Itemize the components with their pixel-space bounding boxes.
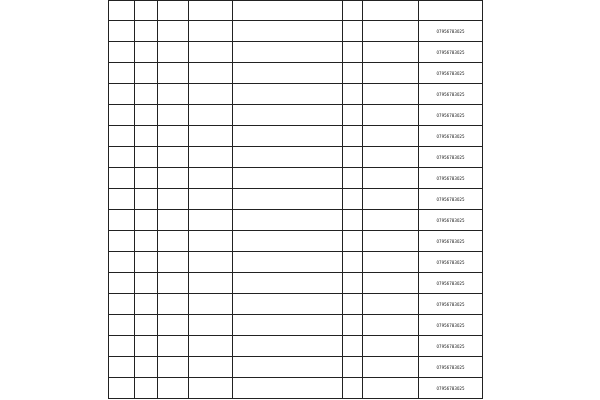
- cell-note: [363, 315, 419, 336]
- cell-county: [109, 63, 135, 84]
- cell-position: [158, 105, 189, 126]
- table-row: [109, 378, 483, 399]
- cell-note: [363, 147, 419, 168]
- cell-count: [343, 168, 363, 189]
- cell-position: [158, 252, 189, 273]
- cell-position: [158, 273, 189, 294]
- cell-phone: 07956783025: [419, 42, 483, 63]
- cell-count: [343, 357, 363, 378]
- cell-code: [189, 147, 233, 168]
- cell-county: [109, 126, 135, 147]
- table-row: [109, 105, 483, 126]
- table-row: [109, 294, 483, 315]
- cell-position: [158, 168, 189, 189]
- cell-requirements: [233, 315, 343, 336]
- cell-county: [109, 294, 135, 315]
- cell-requirements: [233, 168, 343, 189]
- cell-code: [189, 84, 233, 105]
- cell-count: [343, 21, 363, 42]
- table-row: [109, 252, 483, 273]
- cell-note: [363, 168, 419, 189]
- cell-phone: 07956783025: [419, 273, 483, 294]
- cell-code: [189, 126, 233, 147]
- header-school: [135, 1, 158, 21]
- cell-county: [109, 252, 135, 273]
- header-code: [189, 1, 233, 21]
- cell-position: [158, 126, 189, 147]
- cell-school: [135, 84, 158, 105]
- table-row: [109, 84, 483, 105]
- cell-code: [189, 315, 233, 336]
- cell-note: [363, 63, 419, 84]
- cell-requirements: [233, 336, 343, 357]
- header-position: [158, 1, 189, 21]
- cell-phone: 07956783025: [419, 126, 483, 147]
- cell-requirements: [233, 63, 343, 84]
- header-phone: [419, 1, 483, 21]
- cell-count: [343, 63, 363, 84]
- cell-phone: 07956783025: [419, 336, 483, 357]
- cell-county: [109, 189, 135, 210]
- cell-phone: 07956783025: [419, 168, 483, 189]
- table-row: [109, 315, 483, 336]
- cell-school: [135, 105, 158, 126]
- cell-requirements: [233, 126, 343, 147]
- cell-count: [343, 231, 363, 252]
- cell-requirements: [233, 189, 343, 210]
- cell-phone: 07956783025: [419, 231, 483, 252]
- table-row: [109, 21, 483, 42]
- cell-count: [343, 315, 363, 336]
- cell-code: [189, 168, 233, 189]
- table-body: [109, 21, 483, 399]
- cell-county: [109, 42, 135, 63]
- cell-count: [343, 84, 363, 105]
- cell-school: [135, 189, 158, 210]
- cell-note: [363, 378, 419, 399]
- cell-school: [135, 378, 158, 399]
- cell-note: [363, 231, 419, 252]
- cell-position: [158, 21, 189, 42]
- cell-note: [363, 42, 419, 63]
- cell-code: [189, 63, 233, 84]
- table-header-row: [109, 1, 483, 21]
- cell-phone: 07956783025: [419, 210, 483, 231]
- cell-school: [135, 315, 158, 336]
- table-row: [109, 63, 483, 84]
- cell-note: [363, 357, 419, 378]
- cell-county: [109, 84, 135, 105]
- cell-code: [189, 105, 233, 126]
- cell-count: [343, 294, 363, 315]
- cell-phone: 07956783025: [419, 84, 483, 105]
- cell-count: [343, 378, 363, 399]
- cell-phone: 07956783025: [419, 315, 483, 336]
- cell-school: [135, 210, 158, 231]
- cell-requirements: [233, 357, 343, 378]
- cell-count: [343, 273, 363, 294]
- cell-phone: 07956783025: [419, 105, 483, 126]
- cell-county: [109, 357, 135, 378]
- table-row: [109, 210, 483, 231]
- table-row: [109, 147, 483, 168]
- cell-county: [109, 336, 135, 357]
- cell-phone: 07956783025: [419, 147, 483, 168]
- header-county: [109, 1, 135, 21]
- cell-position: [158, 378, 189, 399]
- cell-requirements: [233, 252, 343, 273]
- table-row: [109, 189, 483, 210]
- table-row: [109, 336, 483, 357]
- table-row: [109, 42, 483, 63]
- cell-requirements: [233, 105, 343, 126]
- cell-requirements: [233, 21, 343, 42]
- cell-requirements: [233, 84, 343, 105]
- cell-code: [189, 294, 233, 315]
- cell-position: [158, 315, 189, 336]
- cell-county: [109, 168, 135, 189]
- cell-note: [363, 126, 419, 147]
- cell-position: [158, 63, 189, 84]
- cell-school: [135, 357, 158, 378]
- table-row: [109, 168, 483, 189]
- cell-requirements: [233, 273, 343, 294]
- cell-code: [189, 210, 233, 231]
- header-count: [343, 1, 363, 21]
- table-row: [109, 126, 483, 147]
- cell-school: [135, 126, 158, 147]
- table-row: [109, 357, 483, 378]
- cell-requirements: [233, 147, 343, 168]
- cell-code: [189, 42, 233, 63]
- cell-note: [363, 84, 419, 105]
- cell-position: [158, 84, 189, 105]
- cell-school: [135, 273, 158, 294]
- cell-note: [363, 21, 419, 42]
- cell-county: [109, 378, 135, 399]
- cell-count: [343, 336, 363, 357]
- cell-position: [158, 336, 189, 357]
- cell-school: [135, 231, 158, 252]
- cell-school: [135, 168, 158, 189]
- cell-code: [189, 273, 233, 294]
- cell-position: [158, 357, 189, 378]
- cell-position: [158, 231, 189, 252]
- cell-position: [158, 147, 189, 168]
- cell-code: [189, 336, 233, 357]
- cell-school: [135, 336, 158, 357]
- cell-county: [109, 105, 135, 126]
- cell-code: [189, 252, 233, 273]
- cell-note: [363, 252, 419, 273]
- cell-note: [363, 210, 419, 231]
- cell-phone: 07956783025: [419, 21, 483, 42]
- cell-requirements: [233, 210, 343, 231]
- cell-school: [135, 252, 158, 273]
- cell-phone: 07956783025: [419, 378, 483, 399]
- cell-position: [158, 294, 189, 315]
- cell-phone: 07956783025: [419, 252, 483, 273]
- header-note: [363, 1, 419, 21]
- cell-position: [158, 42, 189, 63]
- cell-requirements: [233, 42, 343, 63]
- cell-count: [343, 210, 363, 231]
- header-requirements: [233, 1, 343, 21]
- recruitment-table-page: [108, 0, 482, 400]
- cell-count: [343, 147, 363, 168]
- cell-requirements: [233, 294, 343, 315]
- cell-position: [158, 189, 189, 210]
- cell-note: [363, 336, 419, 357]
- cell-code: [189, 231, 233, 252]
- cell-position: [158, 210, 189, 231]
- cell-count: [343, 252, 363, 273]
- cell-phone: 07956783025: [419, 63, 483, 84]
- cell-code: [189, 357, 233, 378]
- cell-school: [135, 147, 158, 168]
- cell-requirements: [233, 378, 343, 399]
- cell-note: [363, 294, 419, 315]
- cell-school: [135, 42, 158, 63]
- table-row: [109, 273, 483, 294]
- cell-school: [135, 63, 158, 84]
- cell-code: [189, 189, 233, 210]
- cell-county: [109, 147, 135, 168]
- recruitment-table: [108, 0, 483, 399]
- cell-note: [363, 189, 419, 210]
- cell-phone: 07956783025: [419, 357, 483, 378]
- cell-count: [343, 105, 363, 126]
- cell-county: [109, 273, 135, 294]
- cell-school: [135, 21, 158, 42]
- cell-note: [363, 105, 419, 126]
- cell-count: [343, 42, 363, 63]
- cell-requirements: [233, 231, 343, 252]
- cell-county: [109, 210, 135, 231]
- cell-count: [343, 126, 363, 147]
- cell-phone: 07956783025: [419, 189, 483, 210]
- cell-phone: 07956783025: [419, 294, 483, 315]
- cell-county: [109, 231, 135, 252]
- cell-school: [135, 294, 158, 315]
- cell-county: [109, 21, 135, 42]
- cell-county: [109, 315, 135, 336]
- table-row: [109, 231, 483, 252]
- cell-code: [189, 21, 233, 42]
- cell-code: [189, 378, 233, 399]
- cell-count: [343, 189, 363, 210]
- cell-note: [363, 273, 419, 294]
